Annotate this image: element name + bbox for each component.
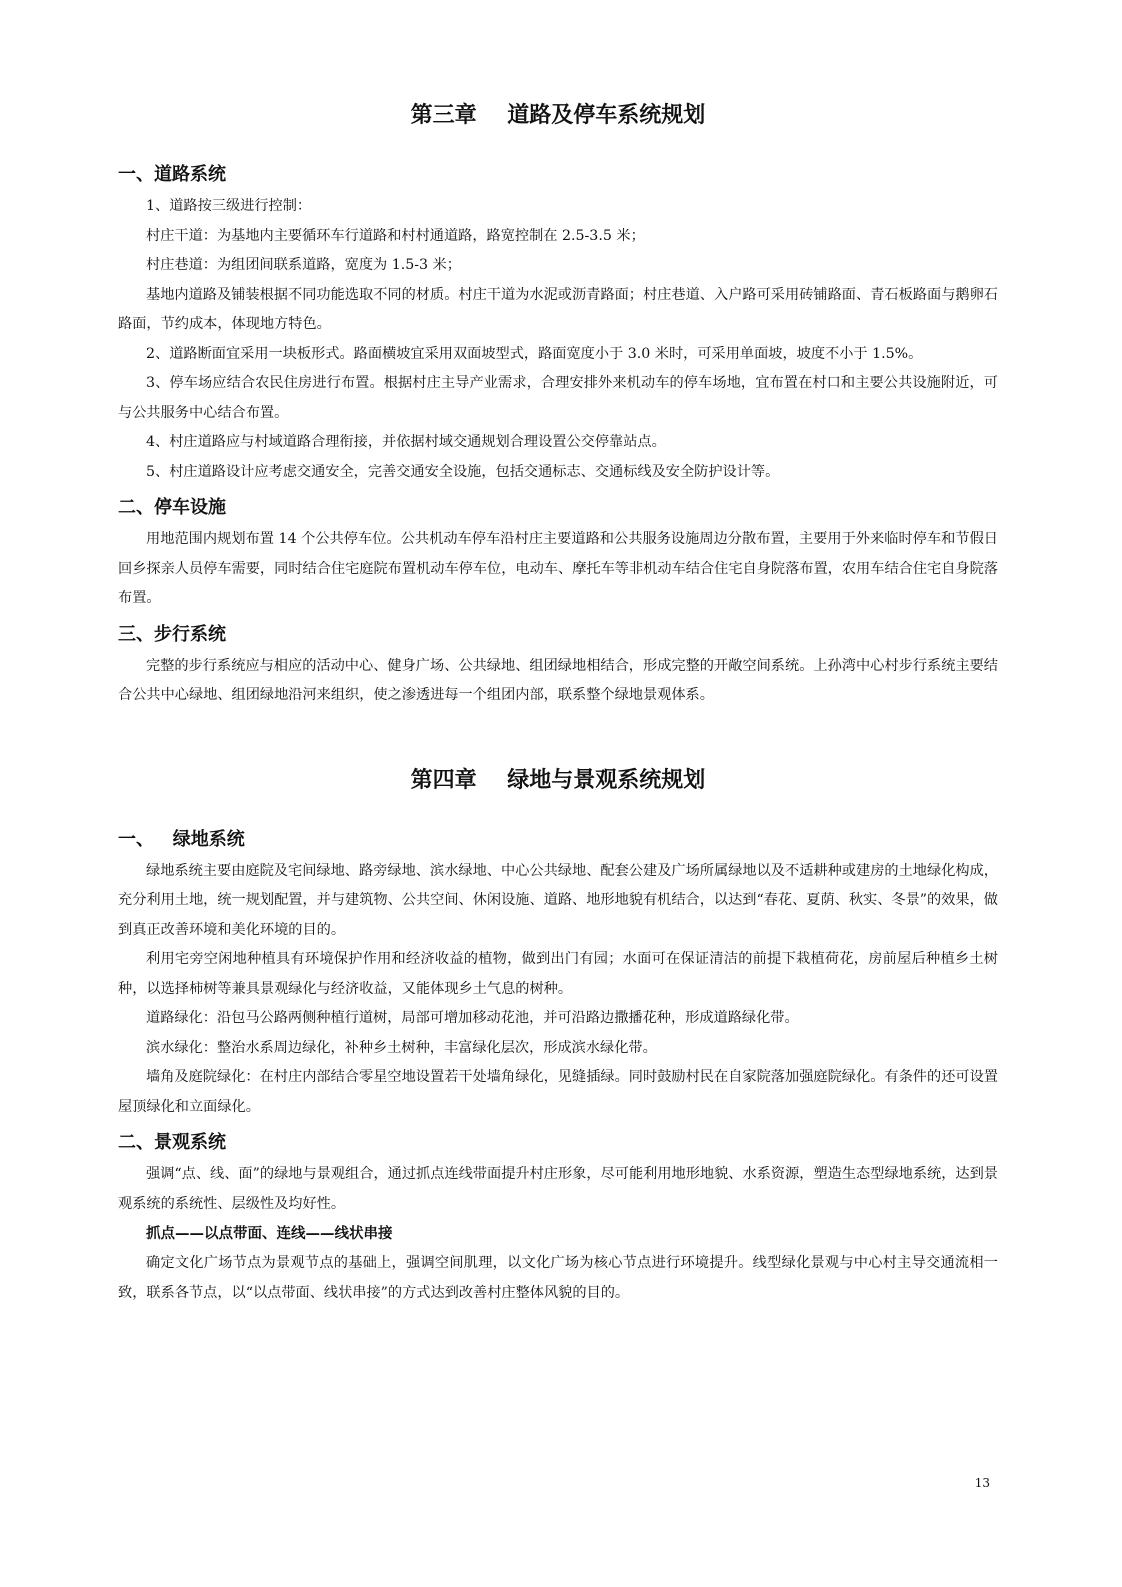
document-page (118, 96, 998, 1308)
chapter-3-title: 第三章 道路及停车系统规划 (410, 103, 706, 128)
paragraph: 滨水绿化：整治水系周边绿化，补种乡土树种，丰富绿化层次，形成滨水绿化带。 (146, 1039, 657, 1056)
paragraph: 2、道路断面宜采用一块板形式。路面横坡宜采用双面坡型式，路面宽度小于 3.0 米时，可采用单面坡，坡度不小于 1.5%。 (146, 345, 923, 362)
section-heading: 二、停车设施 (118, 497, 226, 518)
paragraph: 确定文化广场节点为景观节点的基础上，强调空间肌理，以文化广场为核心节点进行环境提升。线型绿化景观与中心村主导交通流相一致，联系各节点，以“以点带面、线状串接”的方式达到改善村庄整体风貌的目的。 (118, 1255, 998, 1301)
paragraph: 3、停车场应结合农民住房进行布置。根据村庄主导产业需求，合理安排外来机动车的停车场地，宜布置在村口和主要公共设施附近，可与公共服务中心结合布置。 (118, 375, 998, 421)
paragraph: 完整的步行系统应与相应的活动中心、健身广场、公共绿地、组团绿地相结合，形成完整的开敞空间系统。上孙湾中心村步行系统主要结合公共中心绿地、组团绿地沿河来组织，使之渗透进每一个组团内部，联系整个绿地景观体系。 (118, 657, 998, 703)
section-green-system (118, 823, 998, 1123)
paragraph: 用地范围内规划布置 14 个公共停车位。公共机动车停车沿村庄主要道路和公共服务设施周边分散布置，主要用于外来临时停车和节假日回乡探亲人员停车需要，同时结合住宅庭院布置机动车停车位，电动车、摩托车等非机动车结合住宅自身院落布置，农用车结合住宅自身院落布置。 (118, 531, 998, 606)
paragraph: 基地内道路及铺装根据不同功能选取不同的材质。村庄干道为水泥或沥青路面；村庄巷道、入户路可采用砖铺路面、青石板路面与鹅卵石路面，节约成本，体现地方特色。 (118, 286, 998, 332)
subheading: 抓点——以点带面、连线——线状串接 (146, 1226, 393, 1242)
section-heading: 二、景观系统 (118, 1132, 226, 1153)
paragraph: 绿地系统主要由庭院及宅间绿地、路旁绿地、滨水绿地、中心公共绿地、配套公建及广场所属绿地以及不适耕种或建房的土地绿化构成，充分利用土地，统一规划配置，并与建筑物、公共空间、休闲设施、道路、地形地貌有机结合，以达到“春花、夏荫、秋实、冬景”的效果，做到真正改善环境和美化环境的目的。 (118, 862, 998, 938)
paragraph: 村庄干道：为基地内主要循环车行道路和村村通道路，路宽控制在 2.5-3.5 米； (146, 227, 645, 244)
paragraph: 墙角及庭院绿化：在村庄内部结合零星空地设置若干处墙角绿化，见缝插绿。同时鼓励村民在自家院落加强庭院绿化。有条件的还可设置屋顶绿化和立面绿化。 (118, 1069, 998, 1115)
section-heading: 三、步行系统 (118, 623, 226, 645)
page-number: 13 (974, 1476, 990, 1490)
paragraph: 1、道路按三级进行控制： (146, 198, 312, 214)
chapter-4-title: 第四章 绿地与景观系统规划 (410, 767, 706, 793)
paragraph: 强调“点、线、面”的绿地与景观组合，通过抓点连线带面提升村庄形象，尽可能利用地形地貌、水系资源，塑造生态型绿地系统，达到景观系统的系统性、层级性及均好性。 (118, 1166, 998, 1212)
paragraph: 5、村庄道路设计应考虑交通安全，完善交通安全设施，包括交通标志、交通标线及安全防护设计等。 (146, 463, 780, 480)
paragraph: 利用宅旁空闲地种植具有环境保护作用和经济收益的植物，做到出门有园；水面可在保证清洁的前提下栽植荷花，房前屋后种植乡土树种，以选择柿树等兼具景观绿化与经济收益，又能体现乡土气息的树种。 (118, 951, 998, 997)
section-heading: 一、 绿地系统 (118, 828, 245, 850)
section-parking-facilities (118, 491, 998, 614)
section-pedestrian-system (118, 618, 998, 711)
paragraph: 村庄巷道：为组团间联系道路，宽度为 1.5-3 米； (146, 257, 461, 273)
section-heading: 一、道路系统 (118, 164, 226, 185)
paragraph: 4、村庄道路应与村域道路合理衔接，并依据村域交通规划合理设置公交停靠站点。 (146, 434, 666, 450)
paragraph: 道路绿化：沿包马公路两侧种植行道树，局部可增加移动花池，并可沿路边撒播花种，形成道路绿化带。 (146, 1010, 799, 1026)
section-landscape-system (118, 1126, 998, 1308)
section-road-system (118, 158, 998, 487)
